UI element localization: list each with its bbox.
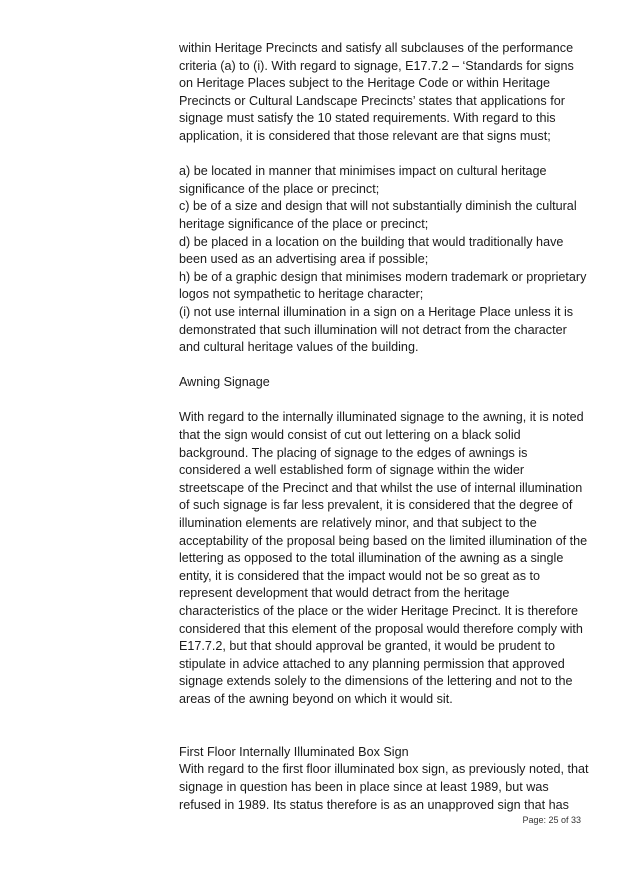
section-spacer <box>179 709 589 744</box>
intro-paragraph: within Heritage Precincts and satisfy all subclauses of the performance criteria (a) to (i). With regard to signage, E17.7.2 – ‘Standards for signs on Heritage Places subject to the Heritage Code or within Heritage Precincts or Cultural Landscape Precincts’ states that applications for signage must satisfy the 10 stated requirements. With regard to this application, it is considered that those relevant are that signs must; <box>179 41 574 143</box>
paragraph-spacer <box>179 357 589 375</box>
paragraph-spacer <box>179 146 589 164</box>
criterion-c: c) be of a size and design that will not substantially diminish the cultural heritage significance of the place or precinct; <box>179 199 577 231</box>
document-body <box>179 40 589 814</box>
criterion-a: a) be located in manner that minimises impact on cultural heritage significance of the place or precinct; <box>179 164 547 196</box>
criterion-d: d) be placed in a location on the building that would traditionally have been used as an advertising area if possible; <box>179 234 564 267</box>
box-sign-heading: First Floor Internally Illuminated Box Sign <box>179 744 409 759</box>
criterion-i: (i) not use internal illumination in a sign on a Heritage Place unless it is demonstrated that such illumination will not detract from the character and cultural heritage values of the building. <box>179 304 574 355</box>
box-sign-paragraph: With regard to the first floor illuminated box sign, as previously noted, that signage in question has been in place since at least 1989, but was refused in 1989. Its status therefore is as an unapproved sign that has <box>179 762 589 812</box>
paragraph-spacer <box>179 392 589 410</box>
awning-signage-heading: Awning Signage <box>179 375 270 390</box>
page-number: Page: 25 of 33 <box>522 815 581 825</box>
criterion-h: h) be of a graphic design that minimises modern trademark or proprietary logos not sympathetic to heritage character; <box>179 269 587 302</box>
awning-signage-paragraph: With regard to the internally illuminated signage to the awning, it is noted that the sign would consist of cut out lettering on a black solid background. The placing of signage to the edges of awnings is considered a well established form of signage within the wider streetscape of the Precinct and that whilst the use of internal illumination of such signage is far less prevalent, it is considered that the degree of illumination elements are relatively minor, and that subject to the acceptability of the proposal being based on the limited illumination of the lettering as opposed to the total illumination of the awning as a single entity, it is considered that the impact would not be so great as to represent development that would detract from the heritage characteristics of the place or the wider Heritage Precinct. It is therefore considered that this element of the proposal would therefore comply with E17.7.2, but that should approval be granted, it would be prudent to stipulate in advice attached to any planning permission that approved signage extends solely to the dimensions of the lettering and not to the areas of the awning beyond on which it would sit. <box>179 410 588 706</box>
